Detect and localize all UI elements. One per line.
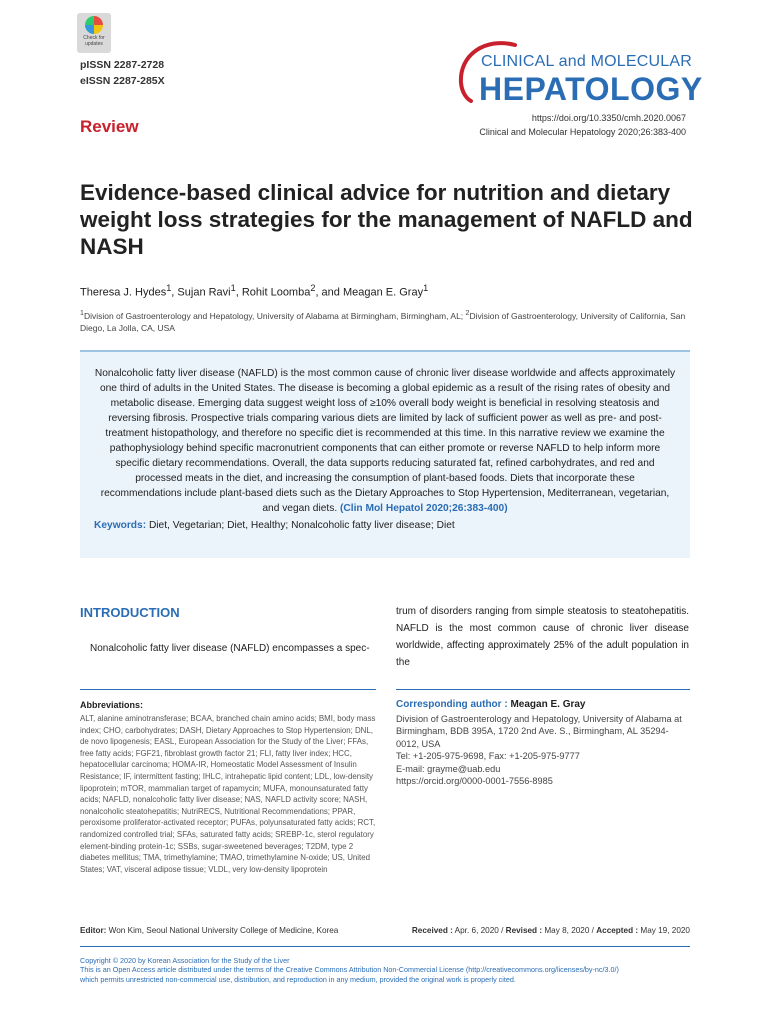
affiliations — [80, 307, 690, 334]
author-separator: , and — [315, 286, 343, 299]
received-date: Apr. 6, 2020 — [454, 926, 499, 935]
logo-main-text: HEPATOLOGY — [479, 71, 703, 107]
corresponding-author-details — [396, 713, 690, 787]
author-affiliation-number: 1 — [230, 283, 236, 293]
footer-rule — [80, 946, 690, 947]
author-separator: , — [171, 286, 178, 299]
author-name: Meagan E. Gray — [342, 286, 424, 299]
editor-label: Editor: — [80, 926, 107, 935]
author-name: Sujan Ravi — [177, 286, 231, 299]
editor-name: Won Kim, Seoul National University College of Medicine, Korea — [108, 926, 339, 935]
badge-line-1: Check for — [83, 35, 105, 41]
corresponding-author-phone: Tel: +1-205-975-9698, Fax: +1-205-975-9777 — [396, 751, 580, 762]
copyright-notice — [80, 956, 694, 984]
author-name: Rohit Loomba — [241, 286, 311, 299]
copyright-line-2: This is an Open Access article distributed under the terms of the Creative Commons Attribution Non-Commercial License (http://creativecommons.org/licenses/by-nc/3.0/) — [80, 965, 619, 975]
abstract-body: Nonalcoholic fatty liver disease (NAFLD) is the most common cause of chronic liver disease worldwide and affects approximately one third of adults in the United States. The disease is becoming a global epidemic as a result of the rising rates of obesity and metabolic disease. Emerging data suggest weight loss of ≥10% overall body weight is beneficial in resolving steatosis and reversing fibrosis. Prospective trials comparing various diets are limited by lack of sufficient power as well as pre- and post-treatment histopathology, and therefore no specific diet is recommended at this time. In this narrative review we examine the pathophysiology behind specific macronutrient components that can either promote or reverse NAFLD to help inform more specific dietary recommendations. Overall, the data supports reducing saturated fat, refined carbohydrates, and red and processed meats in the diet, and increasing the consumption of plant-based foods. Diets that incorporate these recommendations include plant-based diets such as the Dietary Approaches to Stop Hypertension, Mediterranean, vegetarian, and vegan diets. — [94, 368, 676, 514]
corresponding-author-label: Corresponding author : — [396, 699, 508, 710]
copyright-line-3: which permits unrestricted non-commercial use, distribution, and reproduction in any medium, provided the original work is properly cited. — [80, 974, 516, 984]
crossmark-icon — [85, 16, 103, 34]
author-list — [80, 283, 690, 299]
abbreviations-rule — [80, 689, 376, 690]
journal-logo — [455, 35, 703, 115]
abbreviations-text: ALT, alanine aminotransferase; BCAA, branched chain amino acids; BMI, body mass index; CHO, carbohydrates; DASH, Dietary Approaches to Stop Hypertension; DNL, de novo lipogenesis; EASL, European Association for the Study of the Liver; FFAs, free fatty acids; FGF21, fibroblast growth factor 21; FLI, fatty liver index; HCC, hepatocellular carcinoma; HOMA-IR, Homeostatic Model Assessment of Insulin Resistance; IF, intermittent fasting; IHLC, intrahepatic lipid content; LDL, low-density lipoprotein; mTOR, mammalian target of rapamycin; MUFA, monounsaturated fatty acids; NAFLD, nonalcoholic fatty liver disease; NAS, NAFLD activity score; NASH, nonalcoholic steatohepatitis; NutriRECS, Nutritional Recommendations; PPAR, peroxisome proliferator-activated receptor; PUFAs, polyunsaturated fatty acids; RCT, randomized controlled trial; SFAs, saturated fatty acids; SREBP-1c, sterol regulatory element-binding protein-1c; SSBs, sugar-sweetened beverages; T2DM, type 2 diabetes mellitus; TMA, trimethylamine; TMAO, trimethylamine N-oxide; US, United States; VAT, visceral adipose tissue; VLDL, very low-density lipoprotein — [80, 714, 376, 874]
section-heading-introduction: INTRODUCTION — [80, 605, 180, 620]
author-affiliation-number: 2 — [310, 283, 316, 293]
author-name: Theresa J. Hydes — [80, 286, 167, 299]
copyright-line-1: Copyright © 2020 by Korean Association for the Study of the Liver — [80, 956, 290, 965]
dates-line: Received : Apr. 6, 2020 / Revised : May 8, 2020 / Accepted : May 19, 2020 — [411, 926, 690, 935]
affiliation-2-number: 2 — [465, 309, 470, 317]
affiliation-2: Division of Gastroenterology, University of California, San Diego, La Jolla, CA, USA — [80, 310, 686, 333]
keywords-list: Diet, Vegetarian; Diet, Healthy; Nonalcoholic fatty liver disease; Diet — [148, 520, 455, 531]
doi-link[interactable]: https://doi.org/10.3350/cmh.2020.0067 — [531, 113, 686, 123]
corresponding-author-address: Division of Gastroenterology and Hepatology, University of Alabama at Birmingham, BDB 395A, 1720 2nd Ave. S., Birmingham, AL 35294-0012, USA — [396, 714, 682, 749]
corresponding-author-heading — [396, 699, 585, 710]
author-affiliation-number: 1 — [423, 283, 429, 293]
affiliation-1-number: 1 — [80, 309, 84, 317]
revised-date: May 8, 2020 — [544, 926, 590, 935]
abstract-box — [80, 350, 690, 558]
abstract-citation: (Clin Mol Hepatol 2020;26:383-400) — [340, 503, 508, 514]
corresponding-author-name: Meagan E. Gray — [510, 699, 586, 710]
editor-line — [80, 926, 338, 935]
affiliation-1: Division of Gastroenterology and Hepatology, University of Alabama at Birmingham, Birmingham, AL; — [83, 310, 466, 321]
received-label: Received : — [411, 926, 453, 935]
revised-label: Revised : — [505, 926, 543, 935]
accepted-label: Accepted : — [596, 926, 639, 935]
correspondence-rule — [396, 689, 690, 690]
electronic-issn: eISSN 2287-285X — [80, 75, 165, 87]
abbreviations-heading: Abbreviations: — [80, 700, 144, 710]
corresponding-author-email[interactable]: E-mail: grayme@uab.edu — [396, 763, 501, 774]
accepted-date: May 19, 2020 — [640, 926, 690, 935]
article-title: Evidence-based clinical advice for nutrition and dietary weight loss strategies for the management of NAFLD and NASH — [80, 180, 693, 259]
intro-right-column: trum of disorders ranging from simple steatosis to steatohepatitis. NAFLD is the most common cause of chronic liver disease worldwide, affecting approximately 25% of the adult population in the — [396, 606, 689, 668]
keywords — [94, 520, 676, 531]
logo-top-text: CLINICAL and MOLECULAR — [481, 53, 692, 70]
journal-citation: Clinical and Molecular Hepatology 2020;26:383-400 — [479, 127, 686, 137]
author-affiliation-number: 1 — [166, 283, 172, 293]
corresponding-author-orcid[interactable]: https://orcid.org/0000-0001-7556-8985 — [396, 776, 553, 787]
abstract-text — [94, 366, 676, 516]
article-type: Review — [80, 117, 139, 136]
author-separator: , — [235, 286, 242, 299]
badge-line-2: updates — [85, 41, 103, 47]
keywords-label: Keywords: — [94, 520, 147, 531]
check-for-updates-badge[interactable] — [77, 13, 111, 53]
print-issn: pISSN 2287-2728 — [80, 59, 165, 71]
intro-left-column: Nonalcoholic fatty liver disease (NAFLD) encompasses a spec- — [90, 643, 370, 654]
